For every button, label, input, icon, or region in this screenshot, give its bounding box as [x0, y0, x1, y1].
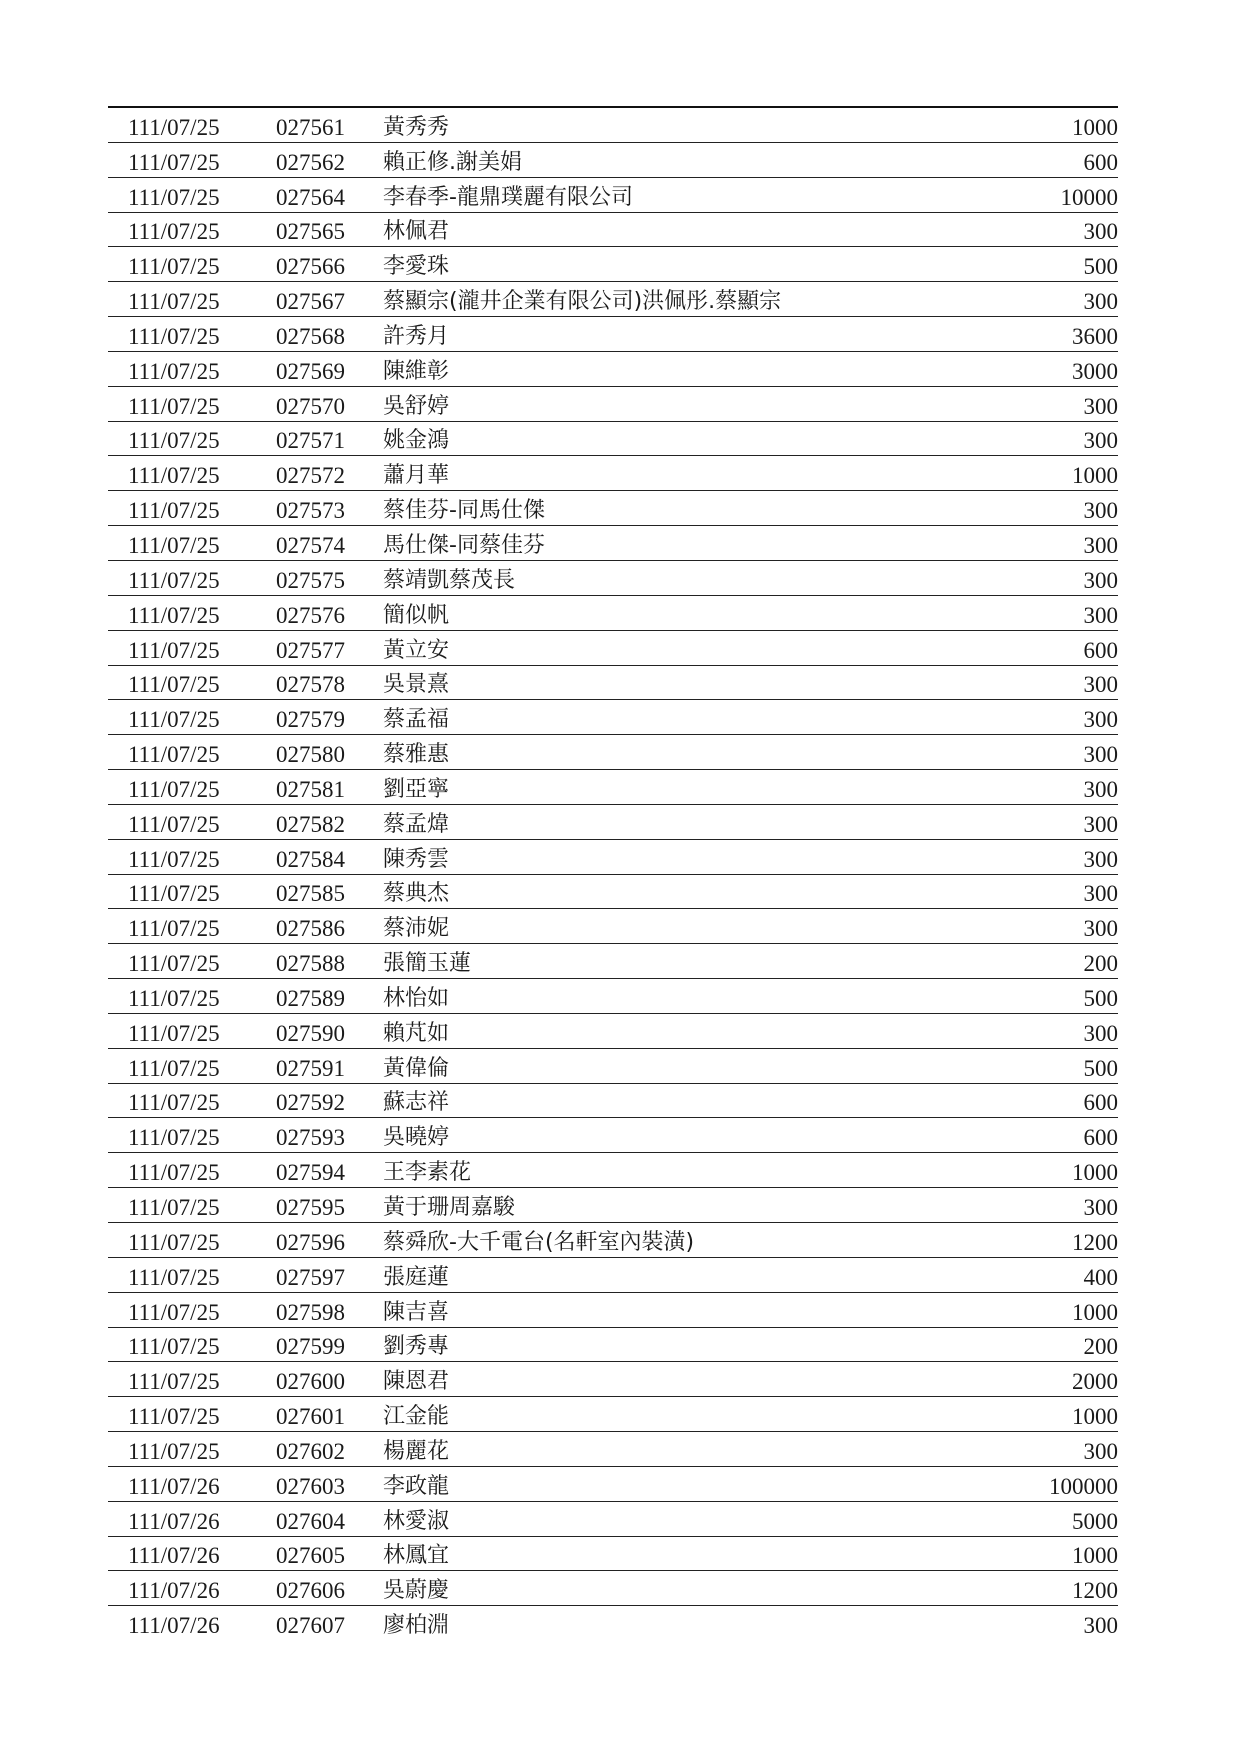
receipt-number-cell: 027591 — [276, 1055, 345, 1081]
table-row — [108, 1048, 1118, 1083]
table-row — [108, 106, 1118, 142]
receipt-number-cell: 027606 — [276, 1578, 345, 1604]
amount-cell: 300 — [1083, 1195, 1118, 1220]
table-row — [108, 177, 1118, 212]
receipt-number-cell: 027574 — [276, 532, 345, 558]
date-cell: 111/07/25 — [128, 1264, 220, 1290]
donor-name-cell: 李春季-龍鼎璞麗有限公司 — [383, 184, 633, 210]
donor-name-cell: 劉亞寧 — [383, 776, 450, 802]
donor-name-cell: 李愛珠 — [383, 254, 450, 280]
amount-cell: 300 — [1083, 567, 1118, 593]
table-row — [108, 1361, 1118, 1396]
amount-cell: 2000 — [1072, 1369, 1118, 1395]
donor-name-cell: 林愛淑 — [383, 1508, 450, 1534]
amount-cell: 100000 — [1049, 1473, 1118, 1499]
date-cell: 111/07/25 — [128, 602, 220, 628]
amount-cell: 200 — [1083, 1334, 1118, 1360]
date-cell: 111/07/25 — [128, 393, 220, 419]
receipt-number-cell: 027588 — [276, 951, 345, 977]
table-row — [108, 246, 1118, 281]
table-row — [108, 142, 1118, 177]
table-row — [108, 421, 1118, 456]
date-cell: 111/07/25 — [128, 985, 220, 1011]
table-row — [108, 943, 1118, 978]
date-cell: 111/07/25 — [128, 1299, 220, 1325]
table-row — [108, 1501, 1118, 1536]
donor-name-cell: 王李素花 — [383, 1160, 472, 1186]
date-cell: 111/07/25 — [128, 1229, 220, 1255]
date-cell: 111/07/25 — [128, 916, 220, 942]
amount-cell: 300 — [1083, 428, 1118, 454]
table-row — [108, 1117, 1118, 1152]
donor-name-cell: 劉秀專 — [383, 1334, 450, 1360]
table-row — [108, 1292, 1118, 1327]
date-cell: 111/07/25 — [128, 637, 220, 663]
amount-cell: 300 — [1083, 846, 1118, 872]
receipt-number-cell: 027605 — [276, 1543, 345, 1569]
date-cell: 111/07/25 — [128, 1125, 220, 1151]
date-cell: 111/07/25 — [128, 219, 220, 245]
donor-name-cell: 陳恩君 — [383, 1369, 450, 1395]
donor-name-cell: 蔡舜欣-大千電台(名軒室內裝潢) — [383, 1229, 695, 1255]
amount-cell: 5000 — [1072, 1508, 1118, 1534]
amount-cell: 200 — [1083, 951, 1118, 977]
receipt-number-cell: 027576 — [276, 602, 345, 628]
table-row — [108, 1605, 1118, 1640]
donor-name-cell: 黃立安 — [383, 637, 450, 663]
amount-cell: 1000 — [1072, 1404, 1118, 1430]
date-cell: 111/07/25 — [128, 1090, 220, 1116]
table-row — [108, 1570, 1118, 1605]
amount-cell: 300 — [1083, 393, 1118, 419]
receipt-number-cell: 027590 — [276, 1020, 345, 1046]
donor-name-cell: 蔡沛妮 — [383, 916, 450, 942]
table-row — [108, 839, 1118, 874]
table-row — [108, 1431, 1118, 1466]
amount-cell: 300 — [1083, 289, 1118, 315]
amount-cell: 600 — [1083, 637, 1118, 663]
donor-name-cell: 楊麗花 — [383, 1438, 450, 1464]
receipt-number-cell: 027601 — [276, 1404, 345, 1430]
receipt-number-cell: 027573 — [276, 498, 345, 524]
date-cell: 111/07/26 — [128, 1473, 220, 1499]
table-row — [108, 804, 1118, 839]
table-row — [108, 1222, 1118, 1257]
table-row — [108, 212, 1118, 247]
donor-name-cell: 蕭月華 — [383, 463, 450, 489]
receipt-number-cell: 027578 — [276, 672, 345, 698]
donor-name-cell: 吳蔚慶 — [383, 1578, 450, 1604]
donor-name-cell: 蔡顯宗(瀧井企業有限公司)洪佩彤.蔡顯宗 — [383, 289, 782, 315]
receipt-number-cell: 027575 — [276, 567, 345, 593]
date-cell: 111/07/25 — [128, 1160, 220, 1186]
amount-cell: 500 — [1083, 985, 1118, 1011]
date-cell: 111/07/25 — [128, 289, 220, 315]
amount-cell: 300 — [1083, 811, 1118, 837]
donor-name-cell: 張簡玉蓮 — [383, 951, 472, 977]
donor-name-cell: 廖柏淵 — [383, 1613, 450, 1639]
amount-cell: 600 — [1083, 1090, 1118, 1116]
amount-cell: 1000 — [1072, 463, 1118, 489]
date-cell: 111/07/25 — [128, 184, 220, 210]
donor-name-cell: 蔡佳芬-同馬仕傑 — [383, 498, 545, 524]
donor-name-cell: 陳秀雲 — [383, 846, 450, 872]
date-cell: 111/07/25 — [128, 463, 220, 489]
donor-name-cell: 蔡孟煒 — [383, 811, 450, 837]
amount-cell: 600 — [1083, 149, 1118, 175]
receipt-number-cell: 027603 — [276, 1473, 345, 1499]
date-cell: 111/07/25 — [128, 114, 220, 140]
receipt-number-cell: 027595 — [276, 1195, 345, 1220]
donor-name-cell: 陳吉喜 — [383, 1299, 450, 1325]
date-cell: 111/07/25 — [128, 149, 220, 175]
donor-name-cell: 蘇志祥 — [383, 1090, 450, 1116]
receipt-number-cell: 027568 — [276, 323, 345, 349]
receipt-number-cell: 027600 — [276, 1369, 345, 1395]
donor-name-cell: 林怡如 — [383, 985, 450, 1011]
receipt-number-cell: 027569 — [276, 358, 345, 384]
table-row — [108, 874, 1118, 909]
table-row — [108, 386, 1118, 421]
table-row — [108, 630, 1118, 665]
date-cell: 111/07/25 — [128, 1334, 220, 1360]
receipt-number-cell: 027567 — [276, 289, 345, 315]
date-cell: 111/07/25 — [128, 498, 220, 524]
amount-cell: 300 — [1083, 219, 1118, 245]
receipt-number-cell: 027565 — [276, 219, 345, 245]
table-row — [108, 1536, 1118, 1571]
amount-cell: 300 — [1083, 1020, 1118, 1046]
receipt-number-cell: 027599 — [276, 1334, 345, 1360]
amount-cell: 300 — [1083, 916, 1118, 942]
table-row — [108, 1396, 1118, 1431]
amount-cell: 600 — [1083, 1125, 1118, 1151]
date-cell: 111/07/25 — [128, 707, 220, 733]
donor-name-cell: 賴芃如 — [383, 1020, 450, 1046]
table-row — [108, 351, 1118, 386]
table-row — [108, 665, 1118, 700]
table-row — [108, 699, 1118, 734]
table-row — [108, 908, 1118, 943]
amount-cell: 1000 — [1072, 1543, 1118, 1569]
receipt-number-cell: 027580 — [276, 742, 345, 768]
amount-cell: 300 — [1083, 602, 1118, 628]
date-cell: 111/07/25 — [128, 1195, 220, 1220]
amount-cell: 300 — [1083, 776, 1118, 802]
donor-name-cell: 蔡典杰 — [383, 881, 450, 907]
amount-cell: 400 — [1083, 1264, 1118, 1290]
table-row — [108, 595, 1118, 630]
date-cell: 111/07/25 — [128, 811, 220, 837]
date-cell: 111/07/26 — [128, 1613, 220, 1639]
amount-cell: 1200 — [1072, 1578, 1118, 1604]
date-cell: 111/07/25 — [128, 776, 220, 802]
donor-name-cell: 吳舒婷 — [383, 393, 450, 419]
table-row — [108, 1327, 1118, 1362]
date-cell: 111/07/25 — [128, 1055, 220, 1081]
table-row — [108, 1257, 1118, 1292]
table-row — [108, 490, 1118, 525]
receipt-number-cell: 027598 — [276, 1299, 345, 1325]
amount-cell: 300 — [1083, 498, 1118, 524]
amount-cell: 10000 — [1060, 184, 1118, 210]
donor-name-cell: 陳維彰 — [383, 358, 450, 384]
table-row — [108, 978, 1118, 1013]
donor-name-cell: 江金能 — [383, 1404, 450, 1430]
donor-name-cell: 蔡雅惠 — [383, 742, 450, 768]
date-cell: 111/07/25 — [128, 1438, 220, 1464]
receipt-number-cell: 027561 — [276, 114, 345, 140]
table-row — [108, 281, 1118, 316]
date-cell: 111/07/26 — [128, 1543, 220, 1569]
table-row — [108, 1466, 1118, 1501]
table-row — [108, 769, 1118, 804]
amount-cell: 500 — [1083, 254, 1118, 280]
receipt-number-cell: 027592 — [276, 1090, 345, 1116]
receipt-number-cell: 027593 — [276, 1125, 345, 1151]
donor-name-cell: 賴正修.謝美娟 — [383, 149, 522, 175]
donor-name-cell: 馬仕傑-同蔡佳芬 — [383, 532, 545, 558]
table-row — [108, 1083, 1118, 1118]
amount-cell: 500 — [1083, 1055, 1118, 1081]
date-cell: 111/07/25 — [128, 323, 220, 349]
donor-name-cell: 蔡靖凱蔡茂長 — [383, 567, 516, 593]
date-cell: 111/07/25 — [128, 358, 220, 384]
date-cell: 111/07/26 — [128, 1578, 220, 1604]
date-cell: 111/07/25 — [128, 881, 220, 907]
date-cell: 111/07/25 — [128, 567, 220, 593]
date-cell: 111/07/25 — [128, 672, 220, 698]
table-row — [108, 455, 1118, 490]
receipt-number-cell: 027604 — [276, 1508, 345, 1534]
amount-cell: 300 — [1083, 707, 1118, 733]
date-cell: 111/07/25 — [128, 532, 220, 558]
table-row — [108, 316, 1118, 351]
donor-name-cell: 吳曉婷 — [383, 1125, 450, 1151]
donor-name-cell: 林鳳宜 — [383, 1543, 450, 1569]
donor-name-cell: 吳景熹 — [383, 672, 450, 698]
receipt-number-cell: 027562 — [276, 149, 345, 175]
receipt-number-cell: 027596 — [276, 1229, 345, 1255]
amount-cell: 1000 — [1072, 1160, 1118, 1186]
amount-cell: 300 — [1083, 1613, 1118, 1639]
amount-cell: 1000 — [1072, 114, 1118, 140]
receipt-number-cell: 027571 — [276, 428, 345, 454]
receipt-number-cell: 027594 — [276, 1160, 345, 1186]
date-cell: 111/07/25 — [128, 1369, 220, 1395]
amount-cell: 300 — [1083, 672, 1118, 698]
table-row — [108, 1152, 1118, 1187]
receipt-number-cell: 027602 — [276, 1438, 345, 1464]
amount-cell: 300 — [1083, 881, 1118, 907]
receipt-number-cell: 027585 — [276, 881, 345, 907]
receipt-number-cell: 027607 — [276, 1613, 345, 1639]
table-row — [108, 1187, 1118, 1222]
receipt-number-cell: 027566 — [276, 254, 345, 280]
date-cell: 111/07/26 — [128, 1508, 220, 1534]
donor-name-cell: 黃于珊周嘉駿 — [383, 1195, 516, 1220]
table-row — [108, 560, 1118, 595]
donor-name-cell: 許秀月 — [383, 323, 450, 349]
table-row — [108, 734, 1118, 769]
donor-name-cell: 黃秀秀 — [383, 114, 450, 140]
receipt-number-cell: 027582 — [276, 811, 345, 837]
receipt-number-cell: 027589 — [276, 985, 345, 1011]
donor-name-cell: 林佩君 — [383, 219, 450, 245]
receipt-number-cell: 027572 — [276, 463, 345, 489]
amount-cell: 300 — [1083, 532, 1118, 558]
amount-cell: 300 — [1083, 1438, 1118, 1464]
receipt-number-cell: 027597 — [276, 1264, 345, 1290]
amount-cell: 300 — [1083, 742, 1118, 768]
receipt-number-cell: 027584 — [276, 846, 345, 872]
date-cell: 111/07/25 — [128, 951, 220, 977]
donor-name-cell: 簡似帆 — [383, 602, 450, 628]
donor-name-cell: 蔡孟福 — [383, 707, 450, 733]
amount-cell: 3000 — [1072, 358, 1118, 384]
receipt-number-cell: 027586 — [276, 916, 345, 942]
date-cell: 111/07/25 — [128, 428, 220, 454]
receipt-number-cell: 027581 — [276, 776, 345, 802]
receipt-number-cell: 027577 — [276, 637, 345, 663]
donor-name-cell: 李政龍 — [383, 1473, 450, 1499]
date-cell: 111/07/25 — [128, 254, 220, 280]
receipt-number-cell: 027570 — [276, 393, 345, 419]
table-row — [108, 525, 1118, 560]
amount-cell: 3600 — [1072, 323, 1118, 349]
date-cell: 111/07/25 — [128, 846, 220, 872]
donor-name-cell: 姚金鴻 — [383, 428, 450, 454]
amount-cell: 1200 — [1072, 1229, 1118, 1255]
date-cell: 111/07/25 — [128, 1404, 220, 1430]
donor-name-cell: 張庭蓮 — [383, 1264, 450, 1290]
date-cell: 111/07/25 — [128, 1020, 220, 1046]
donation-ledger-table — [108, 106, 1118, 1640]
receipt-number-cell: 027579 — [276, 707, 345, 733]
receipt-number-cell: 027564 — [276, 184, 345, 210]
donor-name-cell: 黃偉倫 — [383, 1055, 450, 1081]
table-row — [108, 1013, 1118, 1048]
amount-cell: 1000 — [1072, 1299, 1118, 1325]
date-cell: 111/07/25 — [128, 742, 220, 768]
